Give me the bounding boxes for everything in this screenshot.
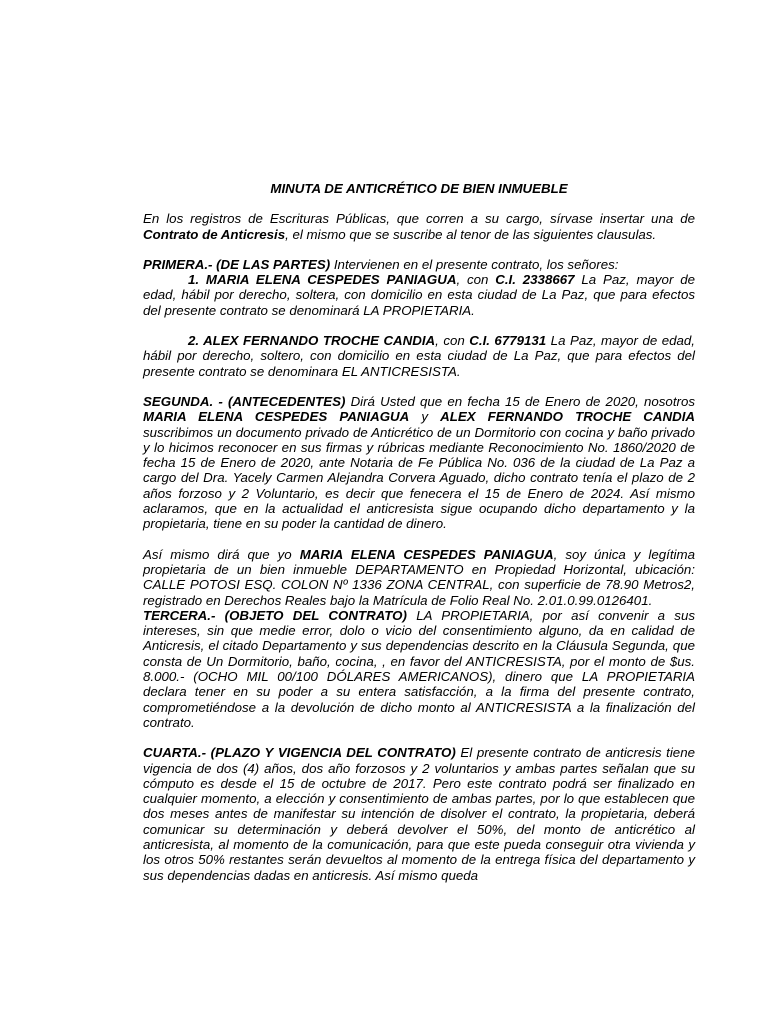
clause-tercera-heading: TERCERA.- (OBJETO DEL CONTRATO)	[143, 607, 407, 623]
party-1-ci: C.I. 2338667	[495, 272, 575, 288]
clause-tercera	[143, 608, 695, 730]
intro-text-2: , el mismo que se suscribe al tenor de las siguientes clausulas.	[285, 226, 657, 242]
clause-tercera-text: LA PROPIETARIA, por así convenir a sus intereses, sin que medie error, dolo o vicio del consentimiento alguno, da en calidad de Anticresis, el citado Departamento y sus dependencias descrito en la Cláusula Segunda, que consta de Un Dormitorio, baño, cocina, , en favor del ANTICRESISTA, por el monto de $us. 8.000.- (OCHO MIL 00/100 DÓLARES AMERICANOS), dinero que LA PROPIETARIA declara tener en su poder a su entera satisfacción, a la firma del presente contrato, comprometiéndose a la devolución de dicho monto al ANTICRESISTA a la finalización del contrato.	[143, 607, 695, 730]
intro-paragraph	[143, 211, 695, 242]
clause-cuarta-text: El presente contrato de anticresis tiene vigencia de dos (4) años, dos año forzosos y 2 voluntarios y ambas partes señalan que su cómputo es desde el 15 de octubre de 2017. Pero este contrato podrá ser finalizado en cualquier momento, a elección y consentimiento de ambas partes, por lo que establecen que dos meses antes de manifestar su intención de disolver el contrato, la propietaria, deberá comunicar su determinación y deberá devolver el 50%, del monto de anticrético al anticresista, al momento de la comunicación, para que este pueda conseguir otra vivienda y los otros 50% restantes serán devueltos al momento de la entrega física del departamento y sus dependencias dadas en anticresis. Así mismo queda	[143, 745, 695, 883]
clause-cuarta	[143, 745, 695, 883]
clause-primera	[143, 257, 695, 272]
asimismo-text-2: , soy única y legítima propietaria de un bien inmueble DEPARTAMENTO en Propiedad Horizontal, ubicación: CALLE POTOSI ESQ. COLON Nº 1336 ZONA CENTRAL, con superficie de 78.90 Metros2, registrado en Derechos Reales bajo la Matrícula de Folio Real No. 2.01.0.99.0126401.	[143, 546, 695, 608]
clause-segunda	[143, 394, 695, 532]
clause-segunda-text-3: suscribimos un documento privado de Anticrético de un Dormitorio con cocina y baño privado y lo hicimos reconocer en sus firmas y rúbricas mediante Reconocimiento No. 1860/2020 de fecha 15 de Enero de 2020, ante Notaria de Fe Pública No. 036 de la ciudad de La Paz a cargo del Dra. Yacely Carmen Alejandra Corvera Aguado, dicho contrato tenía el plazo de 2 años forzoso y 2 Voluntario, es decir que fenecera el 15 de Enero de 2024. Así mismo aclaramos, que en la actualidad el anticresista sigue ocupando dicho departamento y la propietaria, tiene en su poder la cantidad de dinero.	[143, 424, 695, 532]
party-1-name: 1. MARIA ELENA CESPEDES PANIAGUA	[188, 272, 457, 288]
clause-primera-text: Intervienen en el presente contrato, los señores:	[330, 256, 619, 272]
party-1-text-1: , con	[456, 272, 496, 288]
clause-cuarta-heading: CUARTA.- (PLAZO Y VIGENCIA DEL CONTRATO)	[143, 745, 456, 761]
party-2-name: 2. ALEX FERNANDO TROCHE CANDIA	[188, 333, 436, 349]
clause-primera-heading: PRIMERA.- (DE LAS PARTES)	[143, 256, 331, 272]
asimismo-text-1: Así mismo dirá que yo	[143, 546, 300, 562]
document-title: MINUTA DE ANTICRÉTICO DE BIEN INMUEBLE	[270, 181, 568, 196]
document-body	[143, 181, 695, 883]
clause-segunda-name-1: MARIA ELENA CESPEDES PANIAGUA	[143, 409, 410, 425]
intro-text-1: En los registros de Escrituras Públicas, que corren a su cargo, sírvase insertar una de	[143, 211, 695, 227]
party-1-text-2: La Paz, mayor de edad, hábil por derecho, soltera, con domicilio en esta ciudad de La Paz, que para efectos del presente contrato se denominará LA PROPIETARIA.	[143, 272, 696, 318]
party-2-ci: C.I. 6779131	[469, 333, 547, 349]
clause-segunda-text-2: y	[409, 409, 441, 425]
asimismo-paragraph	[143, 547, 695, 608]
party-2	[143, 333, 695, 379]
clause-segunda-name-2: ALEX FERNANDO TROCHE CANDIA	[440, 409, 696, 425]
clause-segunda-heading: SEGUNDA. - (ANTECEDENTES)	[143, 393, 346, 409]
party-2-text-1: , con	[435, 333, 470, 349]
party-2-text-2: La Paz, mayor de edad, hábil por derecho, soltero, con domicilio en esta ciudad de La Paz, que para efectos del presente contrato se denominara EL ANTICRESISTA.	[143, 333, 695, 379]
intro-contract-type: Contrato de Anticresis	[143, 226, 286, 242]
asimismo-name: MARIA ELENA CESPEDES PANIAGUA	[299, 546, 554, 562]
clause-segunda-text-1: Dirá Usted que en fecha 15 de Enero de 2020, nosotros	[345, 393, 695, 409]
party-1	[143, 272, 695, 318]
